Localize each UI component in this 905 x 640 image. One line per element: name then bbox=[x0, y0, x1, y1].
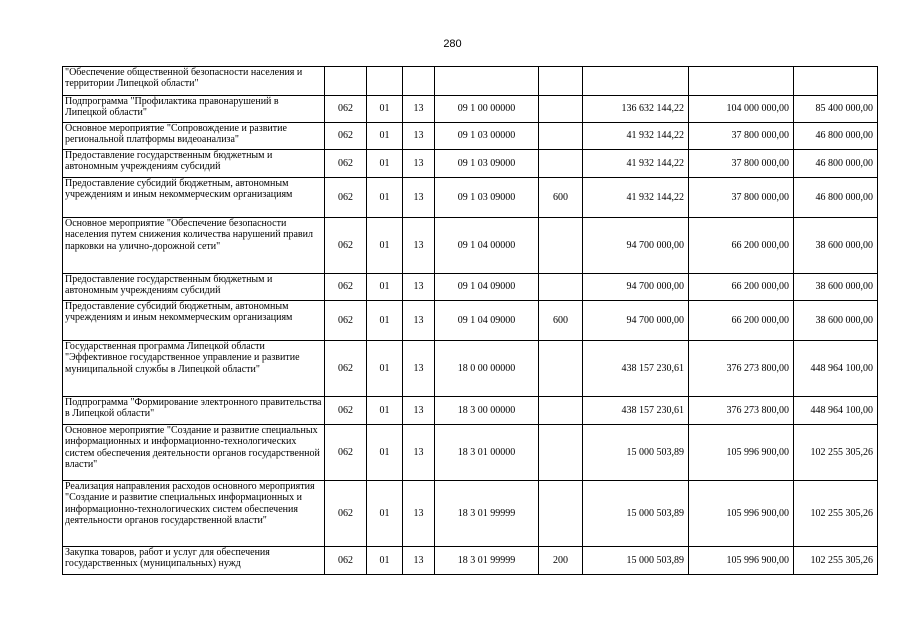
cell-expense: 600 bbox=[539, 301, 583, 341]
cell-amount-2: 37 800 000,00 bbox=[689, 178, 794, 218]
cell-expense bbox=[539, 150, 583, 178]
cell-amount-2: 104 000 000,00 bbox=[689, 96, 794, 123]
cell-ministry: 062 bbox=[325, 547, 367, 575]
cell-amount-2: 376 273 800,00 bbox=[689, 397, 794, 425]
cell-section: 01 bbox=[367, 96, 403, 123]
cell-target: 09 1 04 00000 bbox=[435, 218, 539, 274]
cell-name: Реализация направления расходов основного мероприятия "Создание и развитие специальных информационных и информационно-технологических систем обеспечения деятельности органов государственной власти" bbox=[63, 481, 325, 547]
cell-amount-1: 15 000 503,89 bbox=[583, 425, 689, 481]
cell-subsection: 13 bbox=[403, 123, 435, 150]
cell-amount-2: 105 996 900,00 bbox=[689, 481, 794, 547]
table-body bbox=[63, 67, 878, 575]
cell-section: 01 bbox=[367, 123, 403, 150]
cell-name: Подпрограмма "Профилактика правонарушений в Липецкой области" bbox=[63, 96, 325, 123]
cell-section: 01 bbox=[367, 301, 403, 341]
cell-target: 09 1 03 00000 bbox=[435, 123, 539, 150]
cell-amount-2: 105 996 900,00 bbox=[689, 547, 794, 575]
cell-target: 18 3 01 99999 bbox=[435, 547, 539, 575]
cell-amount-2: 66 200 000,00 bbox=[689, 301, 794, 341]
cell-ministry: 062 bbox=[325, 150, 367, 178]
cell-ministry: 062 bbox=[325, 274, 367, 301]
cell-amount-2 bbox=[689, 67, 794, 96]
cell-target: 09 1 04 09000 bbox=[435, 301, 539, 341]
cell-ministry bbox=[325, 67, 367, 96]
cell-amount-1: 15 000 503,89 bbox=[583, 481, 689, 547]
cell-target: 09 1 00 00000 bbox=[435, 96, 539, 123]
cell-amount-2: 37 800 000,00 bbox=[689, 123, 794, 150]
cell-amount-3: 448 964 100,00 bbox=[794, 341, 878, 397]
cell-target: 18 0 00 00000 bbox=[435, 341, 539, 397]
cell-name: Предоставление субсидий бюджетным, автономным учреждениям и иным некоммерческим организациям bbox=[63, 301, 325, 341]
cell-amount-1: 41 932 144,22 bbox=[583, 178, 689, 218]
cell-section: 01 bbox=[367, 547, 403, 575]
table-row bbox=[63, 547, 878, 575]
cell-subsection: 13 bbox=[403, 547, 435, 575]
cell-subsection: 13 bbox=[403, 397, 435, 425]
cell-amount-1 bbox=[583, 67, 689, 96]
cell-amount-3: 46 800 000,00 bbox=[794, 123, 878, 150]
cell-name: Закупка товаров, работ и услуг для обеспечения государственных (муниципальных) нужд bbox=[63, 547, 325, 575]
cell-section: 01 bbox=[367, 274, 403, 301]
cell-section bbox=[367, 67, 403, 96]
cell-name: Основное мероприятие "Обеспечение безопасности населения путем снижения количества нарушений правил парковки на улично-дорожной сети" bbox=[63, 218, 325, 274]
cell-name: "Обеспечение общественной безопасности населения и территории Липецкой области" bbox=[63, 67, 325, 96]
cell-subsection: 13 bbox=[403, 341, 435, 397]
cell-expense bbox=[539, 67, 583, 96]
table-row bbox=[63, 96, 878, 123]
cell-expense: 200 bbox=[539, 547, 583, 575]
cell-amount-3: 38 600 000,00 bbox=[794, 301, 878, 341]
cell-subsection: 13 bbox=[403, 150, 435, 178]
cell-amount-2: 105 996 900,00 bbox=[689, 425, 794, 481]
cell-ministry: 062 bbox=[325, 425, 367, 481]
table-row bbox=[63, 218, 878, 274]
cell-section: 01 bbox=[367, 218, 403, 274]
cell-name: Предоставление государственным бюджетным и автономным учреждениям субсидий bbox=[63, 150, 325, 178]
cell-section: 01 bbox=[367, 341, 403, 397]
cell-ministry: 062 bbox=[325, 301, 367, 341]
table-row bbox=[63, 150, 878, 178]
cell-target bbox=[435, 67, 539, 96]
cell-amount-1: 15 000 503,89 bbox=[583, 547, 689, 575]
cell-amount-2: 66 200 000,00 bbox=[689, 274, 794, 301]
table-row bbox=[63, 341, 878, 397]
cell-section: 01 bbox=[367, 481, 403, 547]
cell-amount-3: 448 964 100,00 bbox=[794, 397, 878, 425]
cell-section: 01 bbox=[367, 150, 403, 178]
table-row bbox=[63, 274, 878, 301]
cell-amount-3: 85 400 000,00 bbox=[794, 96, 878, 123]
cell-amount-1: 41 932 144,22 bbox=[583, 123, 689, 150]
cell-ministry: 062 bbox=[325, 123, 367, 150]
cell-name: Основное мероприятие "Сопровождение и развитие региональной платформы видеоанализа" bbox=[63, 123, 325, 150]
cell-target: 18 3 01 00000 bbox=[435, 425, 539, 481]
cell-ministry: 062 bbox=[325, 397, 367, 425]
cell-amount-1: 41 932 144,22 bbox=[583, 150, 689, 178]
cell-name: Предоставление государственным бюджетным и автономным учреждениям субсидий bbox=[63, 274, 325, 301]
cell-amount-1: 94 700 000,00 bbox=[583, 301, 689, 341]
cell-expense bbox=[539, 123, 583, 150]
cell-amount-1: 94 700 000,00 bbox=[583, 218, 689, 274]
budget-table bbox=[62, 66, 878, 575]
cell-amount-3: 46 800 000,00 bbox=[794, 150, 878, 178]
cell-amount-3 bbox=[794, 67, 878, 96]
cell-amount-2: 376 273 800,00 bbox=[689, 341, 794, 397]
table-row bbox=[63, 425, 878, 481]
cell-expense: 600 bbox=[539, 178, 583, 218]
cell-subsection: 13 bbox=[403, 218, 435, 274]
cell-subsection: 13 bbox=[403, 96, 435, 123]
cell-name: Предоставление субсидий бюджетным, автономным учреждениям и иным некоммерческим организациям bbox=[63, 178, 325, 218]
cell-expense bbox=[539, 274, 583, 301]
cell-target: 18 3 01 99999 bbox=[435, 481, 539, 547]
cell-amount-1: 136 632 144,22 bbox=[583, 96, 689, 123]
cell-amount-3: 38 600 000,00 bbox=[794, 274, 878, 301]
cell-expense bbox=[539, 341, 583, 397]
cell-amount-3: 46 800 000,00 bbox=[794, 178, 878, 218]
cell-target: 09 1 04 09000 bbox=[435, 274, 539, 301]
page-number: 280 bbox=[443, 38, 462, 50]
cell-ministry: 062 bbox=[325, 96, 367, 123]
cell-ministry: 062 bbox=[325, 481, 367, 547]
cell-expense bbox=[539, 481, 583, 547]
cell-amount-1: 438 157 230,61 bbox=[583, 397, 689, 425]
cell-amount-3: 38 600 000,00 bbox=[794, 218, 878, 274]
cell-subsection: 13 bbox=[403, 274, 435, 301]
cell-amount-1: 438 157 230,61 bbox=[583, 341, 689, 397]
cell-ministry: 062 bbox=[325, 341, 367, 397]
cell-section: 01 bbox=[367, 397, 403, 425]
table-row bbox=[63, 178, 878, 218]
cell-subsection: 13 bbox=[403, 481, 435, 547]
cell-amount-1: 94 700 000,00 bbox=[583, 274, 689, 301]
cell-ministry: 062 bbox=[325, 178, 367, 218]
cell-amount-3: 102 255 305,26 bbox=[794, 481, 878, 547]
cell-target: 09 1 03 09000 bbox=[435, 178, 539, 218]
table-row bbox=[63, 397, 878, 425]
cell-expense bbox=[539, 96, 583, 123]
cell-expense bbox=[539, 218, 583, 274]
cell-expense bbox=[539, 397, 583, 425]
cell-target: 09 1 03 09000 bbox=[435, 150, 539, 178]
cell-subsection bbox=[403, 67, 435, 96]
cell-ministry: 062 bbox=[325, 218, 367, 274]
cell-name: Государственная программа Липецкой области "Эффективное государственное управление и развитие муниципальной службы в Липецкой области" bbox=[63, 341, 325, 397]
cell-name: Основное мероприятие "Создание и развитие специальных информационных и информационно-технологических систем обеспечения деятельности органов государственной власти" bbox=[63, 425, 325, 481]
table-row bbox=[63, 481, 878, 547]
cell-target: 18 3 00 00000 bbox=[435, 397, 539, 425]
cell-subsection: 13 bbox=[403, 301, 435, 341]
cell-subsection: 13 bbox=[403, 425, 435, 481]
cell-amount-2: 37 800 000,00 bbox=[689, 150, 794, 178]
cell-amount-3: 102 255 305,26 bbox=[794, 547, 878, 575]
cell-amount-2: 66 200 000,00 bbox=[689, 218, 794, 274]
cell-name: Подпрограмма "Формирование электронного правительства в Липецкой области" bbox=[63, 397, 325, 425]
cell-amount-3: 102 255 305,26 bbox=[794, 425, 878, 481]
cell-expense bbox=[539, 425, 583, 481]
cell-section: 01 bbox=[367, 178, 403, 218]
table-row bbox=[63, 301, 878, 341]
table-row bbox=[63, 123, 878, 150]
table-row bbox=[63, 67, 878, 96]
cell-subsection: 13 bbox=[403, 178, 435, 218]
cell-section: 01 bbox=[367, 425, 403, 481]
